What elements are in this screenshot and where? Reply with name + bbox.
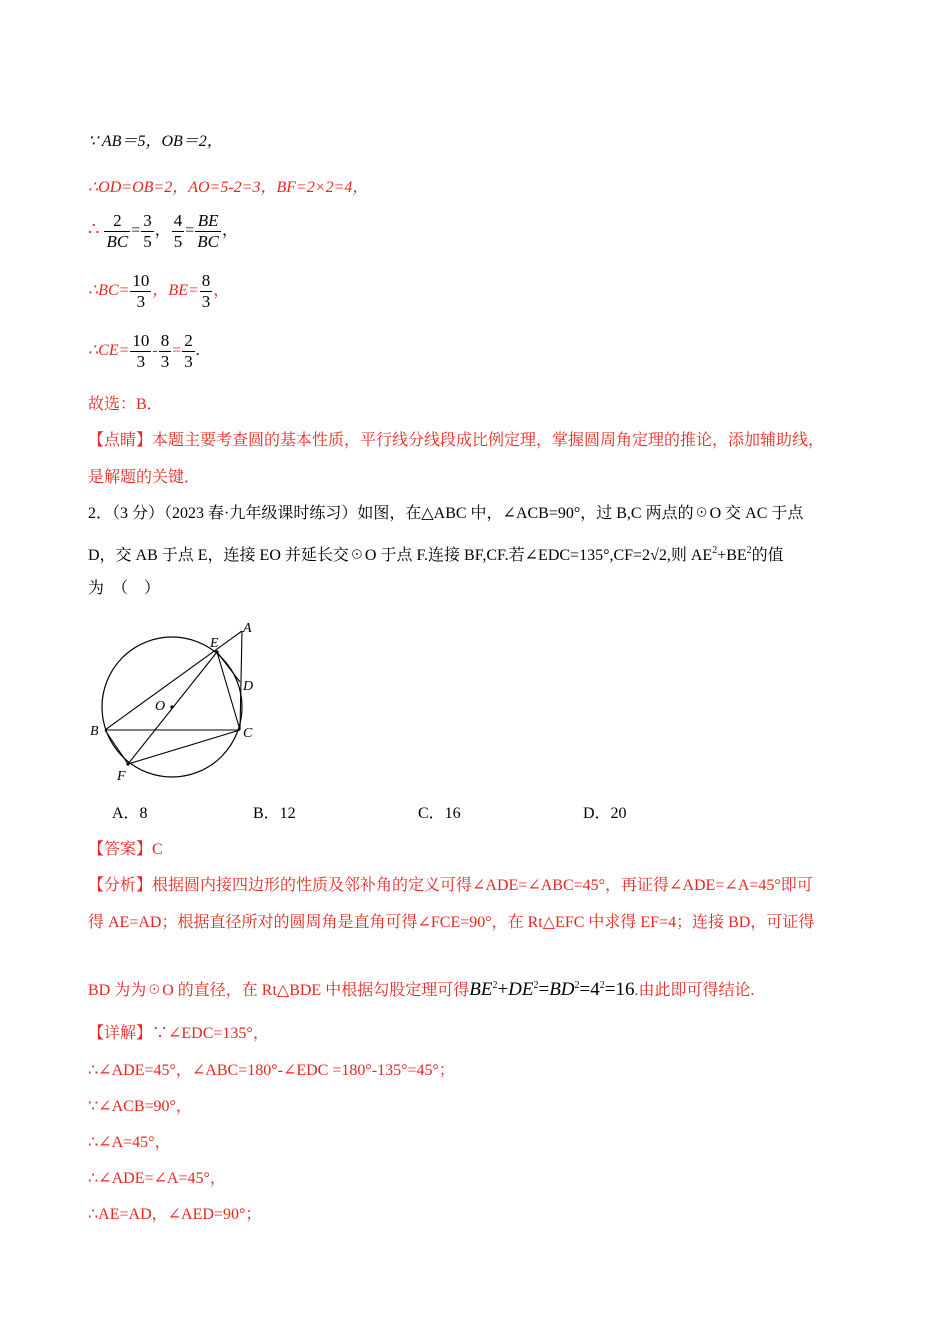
- point-f: [126, 762, 129, 765]
- given-ab-ob: ∵ AB＝5，OB＝2，: [88, 133, 223, 150]
- segment-bf: [105, 730, 128, 764]
- geometry-figure: [80, 612, 270, 787]
- solution-line-1: [88, 131, 223, 153]
- detail-line-2: ∴∠ADE=45°，∠ABC=180°-∠EDC =180°-135°=45°；: [88, 1062, 455, 1079]
- point-o: [170, 705, 173, 708]
- fraction: $\frac{BE}{BC}$: [197, 211, 219, 251]
- fraction: $\frac{8}{3}$: [201, 271, 211, 311]
- fraction: $\frac{2}{3}$: [184, 331, 193, 371]
- label-b: B: [90, 724, 99, 739]
- segment-ec: [217, 652, 240, 730]
- label-c: C: [243, 726, 253, 741]
- option-c: C．16: [418, 805, 461, 822]
- fraction: $\frac{8}{3}$: [160, 331, 170, 371]
- sqrt-2: √2: [650, 547, 667, 564]
- label-e: E: [210, 636, 219, 651]
- fraction: $\frac{2}{BC}$: [106, 211, 129, 251]
- question-2-line-2: D，交 AB 于点 E，连接 EO 并延长交☉O 于点 F.连接 BF,CF.若∠EDC=135°,CF=2√2,则 $AE^2+BE^2$的值: [88, 545, 784, 564]
- comment-line-2: 是解题的关键．: [88, 469, 201, 486]
- option-b: B．12: [253, 805, 296, 822]
- detail-line-3: ∵∠ACB=90°，: [88, 1098, 192, 1115]
- solution-line-2: ∴OD=OB=2，AO=5-2=3，BF=2×2=4，: [88, 179, 369, 196]
- label-f: F: [117, 769, 126, 784]
- analysis-line-2: 得 AE=AD；根据直径所对的圆周角是直角可得∠FCE=90°，在 Rt△EFC 中求得 EF=4；连接 BD，可证得: [88, 914, 815, 931]
- solution-line-5: ∴CE= $\frac{10}{3}$ - $\frac{8}{3}$ = $\frac{2}{3}$ .: [88, 331, 200, 371]
- fraction: $\frac{4}{5}$: [173, 211, 183, 251]
- detail-line-6: ∴AE=AD，∠AED=90°；: [88, 1206, 262, 1223]
- analysis-line-1: 【分析】根据圆内接四边形的性质及邻补角的定义可得∠ADE=∠ABC=45°，再证得∠ADE=∠A=45°即可: [88, 877, 813, 894]
- label-o: O: [155, 699, 166, 714]
- detail-line-4: ∴∠A=45°，: [88, 1134, 171, 1151]
- label-a: A: [243, 621, 252, 636]
- fraction: $\frac{3}{5}$: [143, 211, 152, 251]
- option-a: A．8: [112, 805, 148, 822]
- analysis-line-3: BD 为为☉O 的直径，在 Rt△BDE 中根据勾股定理可得$BE^2+DE^2=BD^2=4^2=16$.由此即可得结论.: [88, 979, 755, 1000]
- option-d: D．20: [583, 805, 627, 822]
- pythagoras-formula: $BE^2+DE^2=BD^2=4^2=16$: [469, 979, 635, 1000]
- detail-line-1: 【详解】∵∠EDC=135°，: [88, 1025, 269, 1042]
- detail-line-5: ∴∠ADE=∠A=45°，: [88, 1170, 226, 1187]
- fraction: $\frac{10}{3}$: [132, 271, 150, 311]
- segment-fc: [128, 730, 240, 764]
- solution-line-3: ∴ $\frac{2}{BC}$ = $\frac{3}{5}$ ， $\frac{4}{5}$ = $\frac{BE}{BC}$ ，: [88, 211, 239, 251]
- question-2-line-3: 为 （ ）: [88, 580, 161, 597]
- comment-line-1: 【点睛】本题主要考查圆的基本性质，平行线分线段成比例定理，掌握圆周角定理的推论，添加辅助线，: [88, 432, 825, 449]
- choose-answer: 故选：B．: [88, 396, 163, 413]
- question-2-line-1: 2．（3 分）（2023 春·九年级课时练习）如图，在△ABC 中，∠ACB=90°，过 B,C 两点的☉O 交 AC 于点: [88, 505, 804, 522]
- fraction: $\frac{10}{3}$: [132, 331, 150, 371]
- answer: 【答案】C: [88, 841, 163, 858]
- segment-ed: [217, 652, 240, 682]
- solution-line-4: ∴BC= $\frac{10}{3}$ ，BE= $\frac{8}{3}$ ，: [88, 271, 230, 311]
- segment-ba: [105, 631, 242, 730]
- label-d: D: [243, 679, 254, 694]
